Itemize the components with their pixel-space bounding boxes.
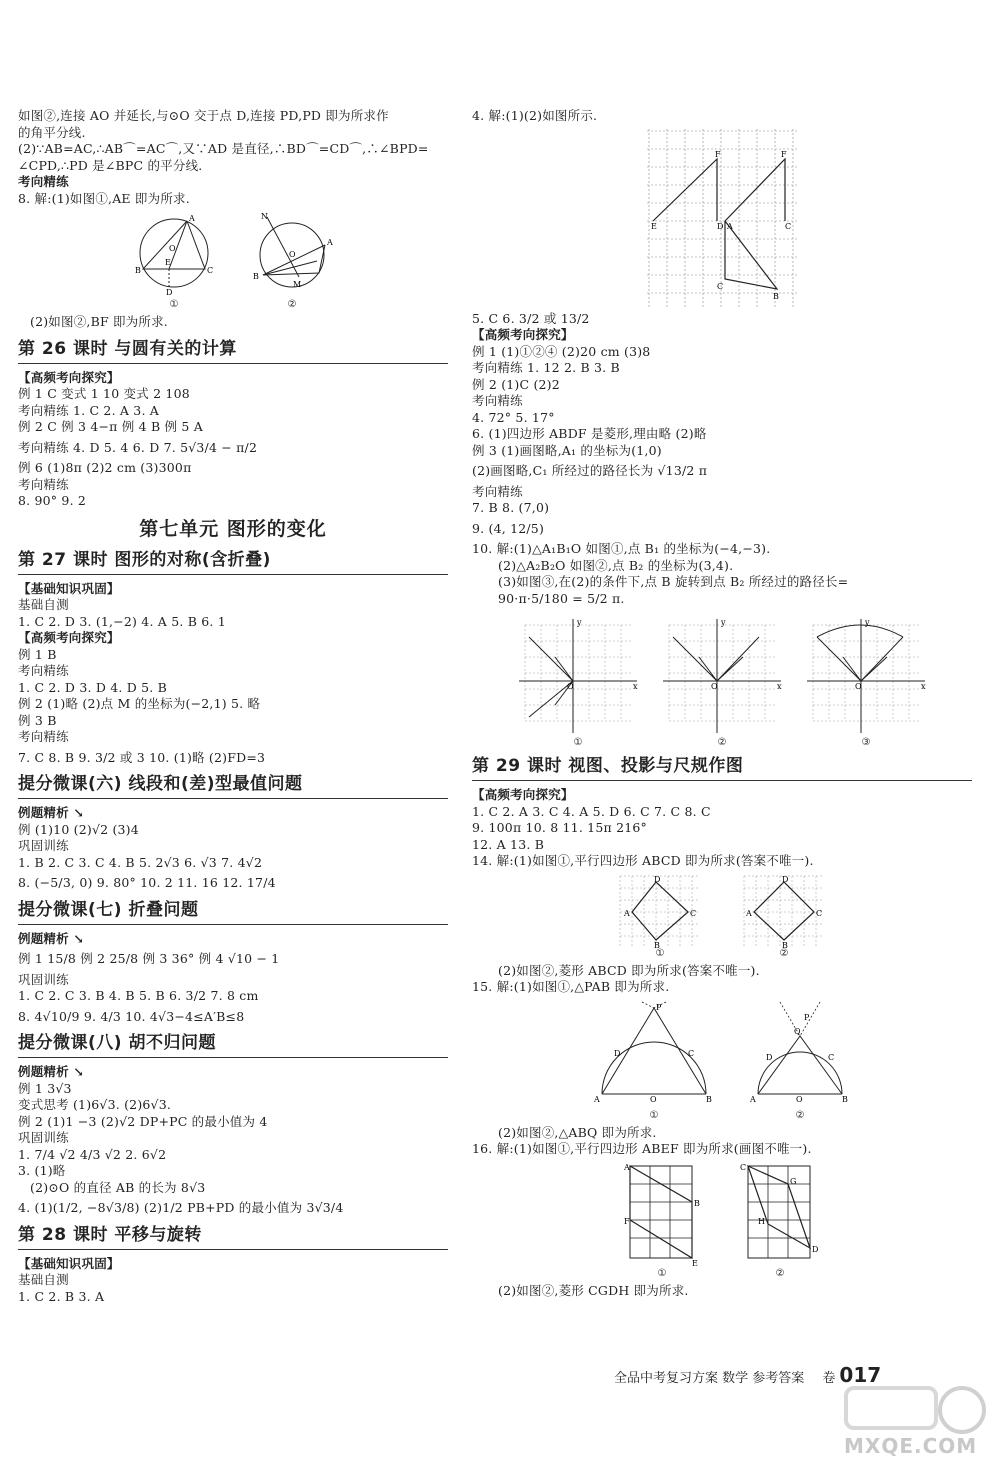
- footer-page-prefix: 卷: [822, 1371, 836, 1386]
- sec29-line-4: 12. A 13. B: [472, 836, 545, 852]
- svg-text:O: O: [650, 1094, 657, 1104]
- sec7-line-2: 例 1 15/8 例 2 25/8 例 3 36° 例 4 √10 − 1: [18, 951, 280, 966]
- grid-figure-q14-1: [618, 874, 702, 948]
- sec26-line-4: 例 2 C 例 3 4−π 例 4 B 例 5 A: [18, 419, 203, 434]
- section-7-title: 提分微课(七) 折叠问题: [18, 898, 448, 925]
- sec6-line-1: 例题精析 ↘: [18, 805, 85, 820]
- q14-line-2: (2)如图②,菱形 ABCD 即为所求(答案不唯一).: [498, 962, 760, 978]
- svg-text:D: D: [782, 874, 789, 884]
- after-q4-line-7: 4. 72° 5. 17°: [472, 409, 555, 425]
- svg-text:A: A: [327, 238, 333, 247]
- svg-text:O: O: [796, 1094, 803, 1104]
- q15-line: 15. 解:(1)如图①,△PAB 即为所求.: [472, 979, 670, 994]
- svg-text:E: E: [165, 258, 171, 267]
- svg-text:y: y: [721, 618, 726, 627]
- sec7-line-3: 巩固训练: [18, 971, 69, 987]
- q16-line: 16. 解:(1)如图①,平行四边形 ABEF 即为所求(画图不唯一).: [472, 1141, 812, 1156]
- kaoxiang-label: 考向精练: [18, 174, 69, 189]
- svg-text:C: C: [816, 908, 823, 918]
- section-28-title: 第 28 课时 平移与旋转: [18, 1223, 448, 1250]
- svg-text:P: P: [804, 1012, 810, 1022]
- after-q4-line-15: (2)△A₂B₂O 如图②,点 B₂ 的坐标为(3,4).: [498, 557, 734, 573]
- semicircle-figure-2: [750, 1000, 850, 1110]
- sec7-line-5: 8. 4√10/9 9. 4/3 10. 4√3−4≤A′B≤8: [18, 1008, 245, 1024]
- sec28-line-3: 1. C 2. B 3. A: [18, 1288, 105, 1304]
- circle-figure-1: [129, 211, 219, 299]
- svg-text:F: F: [624, 1216, 630, 1226]
- svg-text:C: C: [207, 266, 214, 275]
- svg-text:O: O: [567, 682, 574, 691]
- sec27-line-11: 7. C 8. B 9. 3/2 或 3 10. (1)略 (2)FD=3: [18, 749, 266, 765]
- svg-text:F: F: [781, 149, 787, 159]
- q8-fig1-caption: ①: [169, 299, 179, 310]
- intro-line-3: (2)∵AB=AC,∴AB⌒=AC⌒,又∵AD 是直径,∴BD⌒=CD⌒,∴∠BPD=: [18, 141, 429, 156]
- q16-fig1-caption: ①: [657, 1267, 667, 1279]
- sec27-line-4: 【高频考向探究】: [18, 630, 120, 645]
- q8-line: 8. 解:(1)如图①,AE 即为所求.: [18, 190, 190, 206]
- sec27-line-9: 例 3 B: [18, 712, 57, 728]
- sec8-line-9: 4. (1)(1/2, −8√3/8) (2)1/2 PB+PD 的最小值为 3√3/4: [18, 1200, 344, 1215]
- svg-text:y: y: [865, 618, 870, 627]
- q8-figures: [18, 211, 448, 310]
- q14-fig1-caption: ①: [655, 947, 665, 959]
- sec27-line-2: 基础自测: [18, 597, 69, 612]
- sec27-line-5: 例 1 B: [18, 646, 57, 662]
- svg-text:B: B: [706, 1094, 712, 1104]
- q16-figures: [472, 1162, 972, 1279]
- rect-figure-q16-2: [740, 1162, 820, 1268]
- sec28-line-2: 基础自测: [18, 1272, 69, 1287]
- svg-text:A: A: [746, 908, 752, 918]
- svg-text:H: H: [758, 1216, 765, 1226]
- after-q4-line-2: 【高频考向探究】: [472, 327, 574, 342]
- svg-text:C: C: [828, 1052, 835, 1062]
- svg-text:B: B: [135, 266, 141, 275]
- sec29-line-3: 9. 100π 10. 8 11. 15π 216°: [472, 820, 647, 835]
- section-6-title: 提分微课(六) 线段和(差)型最值问题: [18, 772, 448, 799]
- sec26-line-3: 考向精练 1. C 2. A 3. A: [18, 402, 160, 418]
- footer-text: 全品中考复习方案 数学 参考答案: [614, 1371, 805, 1386]
- q10-fig2-caption: ②: [717, 737, 727, 748]
- after-q4-line-4: 考向精练 1. 12 2. B 3. B: [472, 360, 620, 375]
- svg-text:x: x: [921, 682, 926, 691]
- right-column: [472, 108, 972, 1299]
- after-q4-line-9: 例 3 (1)画图略,A₁ 的坐标为(1,0): [472, 442, 662, 458]
- sec6-line-5: 8. (−5/3, 0) 9. 80° 10. 2 11. 16 12. 17/4: [18, 875, 276, 890]
- grid-figure-q4: [647, 129, 797, 307]
- svg-text:E: E: [692, 1258, 698, 1268]
- svg-text:F: F: [715, 149, 721, 159]
- semicircle-figure-1: [594, 1000, 714, 1110]
- svg-text:A: A: [624, 1162, 630, 1172]
- svg-text:B: B: [773, 291, 779, 301]
- svg-text:E: E: [651, 221, 657, 231]
- after-q4-line-13: 9. (4, 12/5): [472, 520, 545, 536]
- watermark-text: MXQE.COM: [844, 1434, 978, 1458]
- sec29-line-5: 14. 解:(1)如图①,平行四边形 ABCD 即为所求(答案不唯一).: [472, 853, 814, 868]
- q4-line: 4. 解:(1)(2)如图所示.: [472, 108, 598, 123]
- sec29-line-1: 【高频考向探究】: [472, 787, 574, 802]
- sec27-line-8: 例 2 (1)略 (2)点 M 的坐标为(−2,1) 5. 略: [18, 696, 261, 711]
- svg-text:D: D: [166, 288, 173, 297]
- coord-figure-2: [659, 617, 785, 737]
- svg-text:Q: Q: [794, 1026, 801, 1036]
- svg-text:N: N: [261, 212, 268, 221]
- q16-fig2-caption: ②: [775, 1267, 785, 1279]
- after-q4-line-16: (3)如图③,在(2)的条件下,点 B 旋转到点 B₂ 所经过的路径长=: [498, 574, 849, 589]
- sec27-line-6: 考向精练: [18, 663, 69, 678]
- svg-text:B: B: [782, 940, 788, 948]
- sec8-line-4: 例 2 (1)1 −3 (2)√2 DP+PC 的最小值为 4: [18, 1113, 268, 1129]
- sec8-line-2: 例 1 3√3: [18, 1080, 72, 1096]
- q8-line-2: (2)如图②,BF 即为所求.: [30, 314, 168, 329]
- section-26-title: 第 26 课时 与圆有关的计算: [18, 337, 448, 364]
- sec26-line-1: 【高频考向探究】: [18, 369, 120, 385]
- svg-text:M: M: [293, 280, 302, 289]
- sec7-line-1: 例题精析 ↘: [18, 930, 85, 946]
- q15-fig2-caption: ②: [795, 1109, 805, 1121]
- svg-text:x: x: [777, 682, 782, 691]
- unit-7-title: 第七单元 图形的变化: [139, 517, 327, 540]
- svg-text:x: x: [633, 682, 638, 691]
- svg-text:C: C: [717, 281, 724, 291]
- after-q4-line-1: 5. C 6. 3/2 或 13/2: [472, 310, 590, 326]
- after-q4-line-12: 7. B 8. (7,0): [472, 500, 550, 515]
- coord-figure-1: [515, 617, 641, 737]
- after-q4-line-10: (2)画图略,C₁ 所经过的路径长为 √13/2 π: [472, 463, 708, 478]
- svg-text:A: A: [189, 214, 195, 223]
- q14-fig2-caption: ②: [779, 947, 789, 959]
- intro-line-2: 的角平分线.: [18, 124, 86, 140]
- section-27-title: 第 27 课时 图形的对称(含折叠): [18, 548, 448, 575]
- intro-line-4: ∠CPD,∴PD 是∠BPC 的平分线.: [18, 157, 203, 173]
- q15-figures: [472, 1000, 972, 1121]
- svg-text:C: C: [688, 1048, 695, 1058]
- svg-text:D: D: [654, 874, 661, 884]
- sec8-line-5: 巩固训练: [18, 1130, 69, 1145]
- after-q4-line-17: 90·π·5/180 = 5/2 π.: [498, 590, 625, 606]
- section-29-title: 第 29 课时 视图、投影与尺规作图: [472, 754, 972, 781]
- rect-figure-q16-1: [624, 1162, 700, 1268]
- sec29-line-2: 1. C 2. A 3. C 4. A 5. D 6. C 7. C 8. C: [472, 803, 711, 819]
- svg-text:C: C: [690, 908, 697, 918]
- left-column: [18, 108, 448, 1305]
- sec6-line-3: 巩固训练: [18, 838, 69, 853]
- q16-line-2: (2)如图②,菱形 CGDH 即为所求.: [498, 1282, 689, 1298]
- svg-text:D: D: [614, 1048, 621, 1058]
- sec27-line-10: 考向精练: [18, 729, 69, 744]
- svg-text:D: D: [717, 221, 724, 231]
- svg-text:A: A: [594, 1094, 600, 1104]
- sec26-line-8: 8. 90° 9. 2: [18, 493, 87, 508]
- q10-fig1-caption: ①: [573, 737, 583, 748]
- q10-figures: [472, 617, 972, 748]
- sec27-line-7: 1. C 2. D 3. D 4. D 5. B: [18, 679, 168, 695]
- sec8-line-6: 1. 7/4 √2 4/3 √2 2. 6√2: [18, 1146, 167, 1162]
- svg-text:G: G: [790, 1176, 797, 1186]
- footer-page-number: 017: [839, 1363, 882, 1387]
- sec8-line-7: 3. (1)略: [18, 1163, 66, 1178]
- svg-text:O: O: [289, 250, 296, 259]
- svg-text:B: B: [654, 940, 660, 948]
- intro-line-1: 如图②,连接 AO 并延长,与⊙O 交于点 D,连接 PD,PD 即为所求作: [18, 108, 389, 123]
- sec27-line-3: 1. C 2. D 3. (1,−2) 4. A 5. B 6. 1: [18, 613, 226, 629]
- sec27-line-1: 【基础知识巩固】: [18, 580, 120, 596]
- q14-figures: [472, 874, 972, 959]
- coord-figure-3: [803, 617, 929, 737]
- after-q4-line-3: 例 1 (1)①②④ (2)20 cm (3)8: [472, 343, 651, 359]
- sec8-line-3: 变式思考 (1)6√3. (2)6√3.: [18, 1097, 172, 1112]
- after-q4-line-8: 6. (1)四边形 ABDF 是菱形,理由略 (2)略: [472, 426, 707, 441]
- svg-text:O: O: [855, 682, 862, 691]
- after-q4-line-11: 考向精练: [472, 483, 523, 499]
- sec26-line-6: 例 6 (1)8π (2)2 cm (3)300π: [18, 460, 192, 475]
- svg-text:D: D: [766, 1052, 773, 1062]
- svg-text:O: O: [711, 682, 718, 691]
- sec28-line-1: 【基础知识巩固】: [18, 1255, 120, 1271]
- q15-line-2: (2)如图②,△ABQ 即为所求.: [498, 1124, 657, 1140]
- svg-text:D: D: [812, 1244, 819, 1254]
- sec8-line-1: 例题精析 ↘: [18, 1064, 85, 1079]
- q4-figure: [472, 129, 972, 307]
- svg-text:B: B: [253, 272, 259, 281]
- sec26-line-7: 考向精练: [18, 476, 69, 492]
- sec7-line-4: 1. C 2. C 3. B 4. B 5. B 6. 3/2 7. 8 cm: [18, 988, 259, 1003]
- section-8-title: 提分微课(八) 胡不归问题: [18, 1031, 448, 1058]
- svg-text:C: C: [785, 221, 792, 231]
- svg-text:A: A: [624, 908, 630, 918]
- svg-text:C: C: [740, 1162, 747, 1172]
- svg-text:A: A: [727, 221, 733, 231]
- svg-text:B: B: [842, 1094, 848, 1104]
- sec6-line-2: 例 (1)10 (2)√2 (3)4: [18, 821, 139, 837]
- svg-text:B: B: [694, 1198, 700, 1208]
- sec26-line-5: 考向精练 4. D 5. 4 6. D 7. 5√3/4 − π/2: [18, 439, 258, 455]
- after-q4-line-6: 考向精练: [472, 393, 523, 408]
- after-q4-line-5: 例 2 (1)C (2)2: [472, 376, 560, 392]
- svg-text:A: A: [750, 1094, 756, 1104]
- after-q4-line-14: 10. 解:(1)△A₁B₁O 如图①,点 B₁ 的坐标为(−4,−3).: [472, 541, 771, 556]
- grid-figure-q14-2: [742, 874, 826, 948]
- svg-text:P: P: [656, 1002, 662, 1012]
- q8-fig2-caption: ②: [287, 299, 297, 310]
- circle-figure-2: [247, 211, 337, 299]
- svg-text:O: O: [169, 244, 176, 253]
- sec26-line-2: 例 1 C 变式 1 10 变式 2 108: [18, 386, 190, 401]
- svg-text:y: y: [577, 618, 582, 627]
- sec6-line-4: 1. B 2. C 3. C 4. B 5. 2√3 6. √3 7. 4√2: [18, 854, 263, 870]
- q10-fig3-caption: ③: [861, 737, 871, 748]
- sec8-line-8: (2)⊙O 的直径 AB 的长为 8√3: [30, 1179, 206, 1195]
- q15-fig1-caption: ①: [649, 1109, 659, 1121]
